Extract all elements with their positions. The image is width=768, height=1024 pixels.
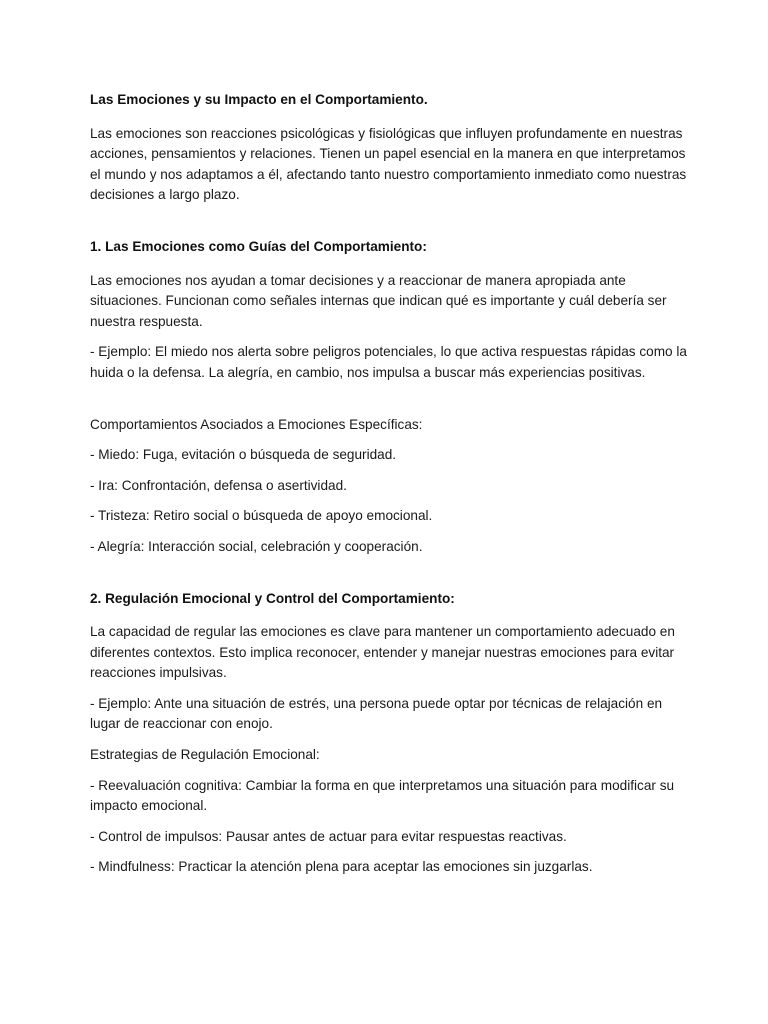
list-item: - Alegría: Interacción social, celebración y cooperación. bbox=[90, 538, 423, 554]
document-title: Las Emociones y su Impacto en el Comportamiento. bbox=[90, 92, 428, 107]
section-1-paragraph: Las emociones nos ayudan a tomar decisiones y a reaccionar de manera apropiada ante situaciones. Funcionan como señales internas que indican qué es importante y cuál debería ser nuestra respuesta. bbox=[90, 272, 667, 329]
list-item: - Miedo: Fuga, evitación o búsqueda de seguridad. bbox=[90, 447, 397, 463]
section-2-list-title: Estrategias de Regulación Emocional: bbox=[90, 747, 320, 763]
section-1-example: - Ejemplo: El miedo nos alerta sobre peligros potenciales, lo que activa respuestas rápidas como la huida o la defensa. La alegría, en cambio, nos impulsa a buscar más experiencias positivas. bbox=[90, 344, 687, 380]
section-2-paragraph: La capacidad de regular las emociones es clave para mantener un comportamiento adecuado en diferentes contextos. Esto implica reconocer, entender y manejar nuestras emociones para evitar reacciones impulsivas. bbox=[90, 624, 675, 681]
list-item: - Reevaluación cognitiva: Cambiar la forma en que interpretamos una situación para modificar su impacto emocional. bbox=[90, 777, 675, 814]
section-1-heading: 1. Las Emociones como Guías del Comportamiento: bbox=[90, 238, 427, 254]
list-item: - Ira: Confrontación, defensa o asertividad. bbox=[90, 477, 347, 493]
list-item: - Control de impulsos: Pausar antes de actuar para evitar respuestas reactivas. bbox=[90, 828, 567, 844]
section-1-list-title: Comportamientos Asociados a Emociones Específicas: bbox=[90, 416, 423, 432]
intro-paragraph: Las emociones son reacciones psicológicas y fisiológicas que influyen profundamente en nuestras acciones, pensamientos y relaciones. Tienen un papel esencial en la manera en que interpretamos el mundo y nos adaptamos a él, afectando tanto nuestro comportamiento inmediato como nuestras decisiones a largo plazo. bbox=[90, 125, 687, 203]
document-page bbox=[90, 90, 690, 878]
section-2-heading: 2. Regulación Emocional y Control del Comportamiento: bbox=[90, 590, 455, 606]
list-item: - Mindfulness: Practicar la atención plena para aceptar las emociones sin juzgarlas. bbox=[90, 859, 593, 875]
section-2-example: - Ejemplo: Ante una situación de estrés, una persona puede optar por técnicas de relajación en lugar de reaccionar con enojo. bbox=[90, 695, 663, 732]
list-item: - Tristeza: Retiro social o búsqueda de apoyo emocional. bbox=[90, 508, 433, 524]
